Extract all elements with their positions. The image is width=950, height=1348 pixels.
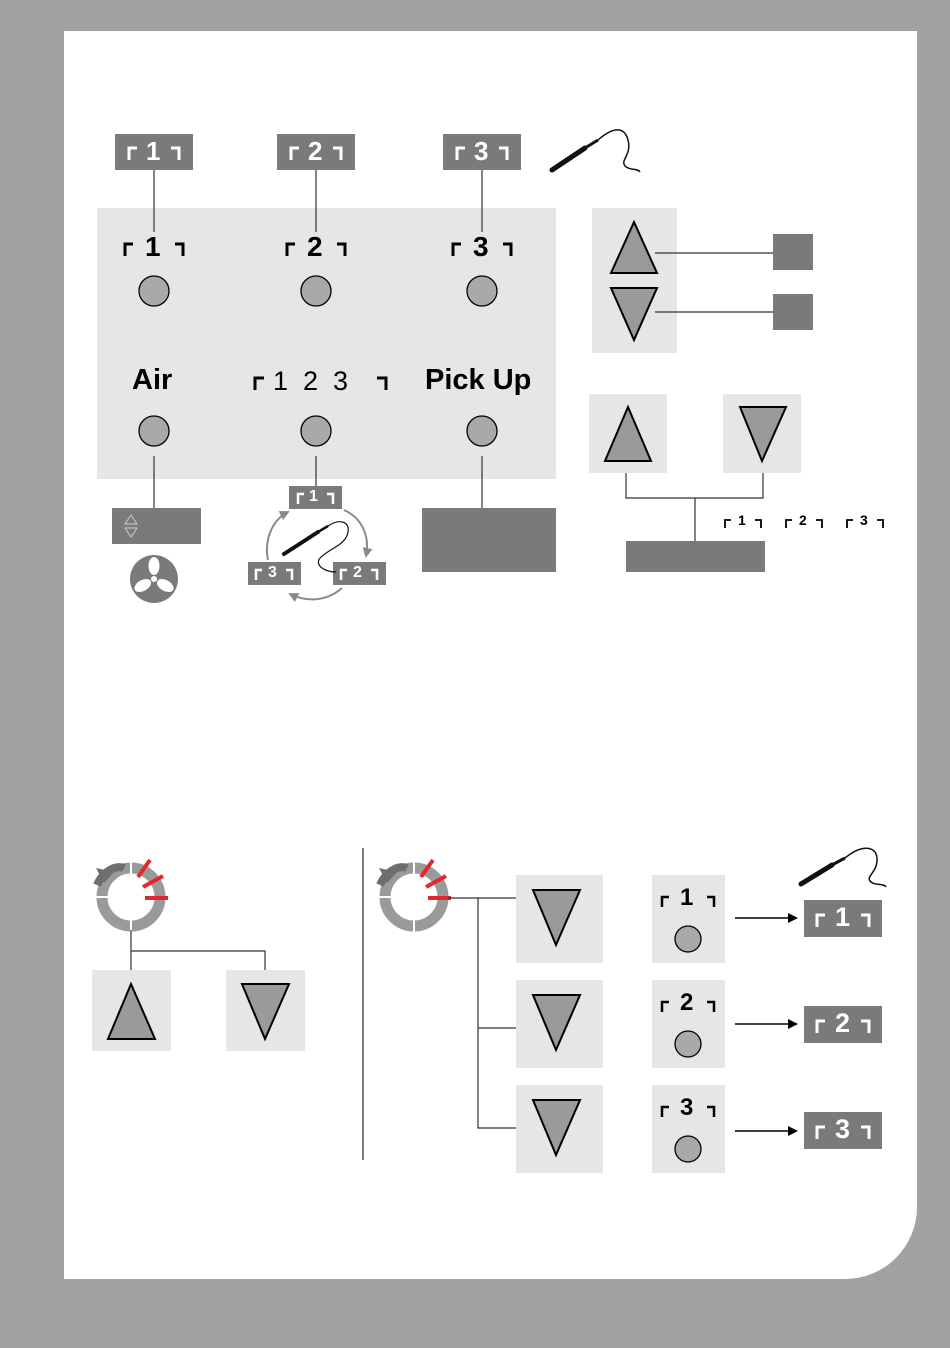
soldering-pen-icon <box>801 848 886 887</box>
target-box-1-label: 1 <box>835 902 851 932</box>
small-preset-1-label: 1 <box>738 512 746 528</box>
pickup-display <box>422 508 556 572</box>
preset-1-label: 1 <box>145 231 161 262</box>
led-icon <box>467 416 497 446</box>
preset-3-label: 3 <box>473 231 489 262</box>
air-label: Air <box>132 364 173 396</box>
cycle-box-2-label: 2 <box>353 564 362 581</box>
led-card-1-label: 1 <box>680 884 694 911</box>
target-box-3-label: 3 <box>835 1114 851 1144</box>
cycle-box-1-label: 1 <box>309 488 318 505</box>
rotate-arrow-icon <box>379 860 451 932</box>
led-icon <box>467 276 497 306</box>
led-icon <box>675 1136 701 1162</box>
led-card-2-label: 2 <box>680 989 694 1016</box>
fan-icon <box>130 555 178 603</box>
led-icon <box>139 416 169 446</box>
channel-box-1-label: 1 <box>146 136 161 166</box>
cycle-box-3-label: 3 <box>268 564 277 581</box>
pickup-label: Pick Up <box>425 364 532 396</box>
soldering-pen-icon <box>552 130 640 172</box>
led-card-3-label: 3 <box>680 1094 694 1121</box>
led-icon <box>301 416 331 446</box>
led-icon <box>301 276 331 306</box>
channel-box-2-label: 2 <box>308 136 323 166</box>
led-icon <box>675 926 701 952</box>
led-icon <box>139 276 169 306</box>
rotate-arrow-icon <box>96 860 168 932</box>
small-preset-3-label: 3 <box>860 512 868 528</box>
preset-2-label: 2 <box>307 231 323 262</box>
channel-box-3-label: 3 <box>474 136 489 166</box>
led-icon <box>675 1031 701 1057</box>
target-box-2-label: 2 <box>835 1008 851 1038</box>
small-preset-2-label: 2 <box>799 512 807 528</box>
cycle-label: 1 2 3 <box>273 366 349 396</box>
air-display <box>112 508 201 544</box>
